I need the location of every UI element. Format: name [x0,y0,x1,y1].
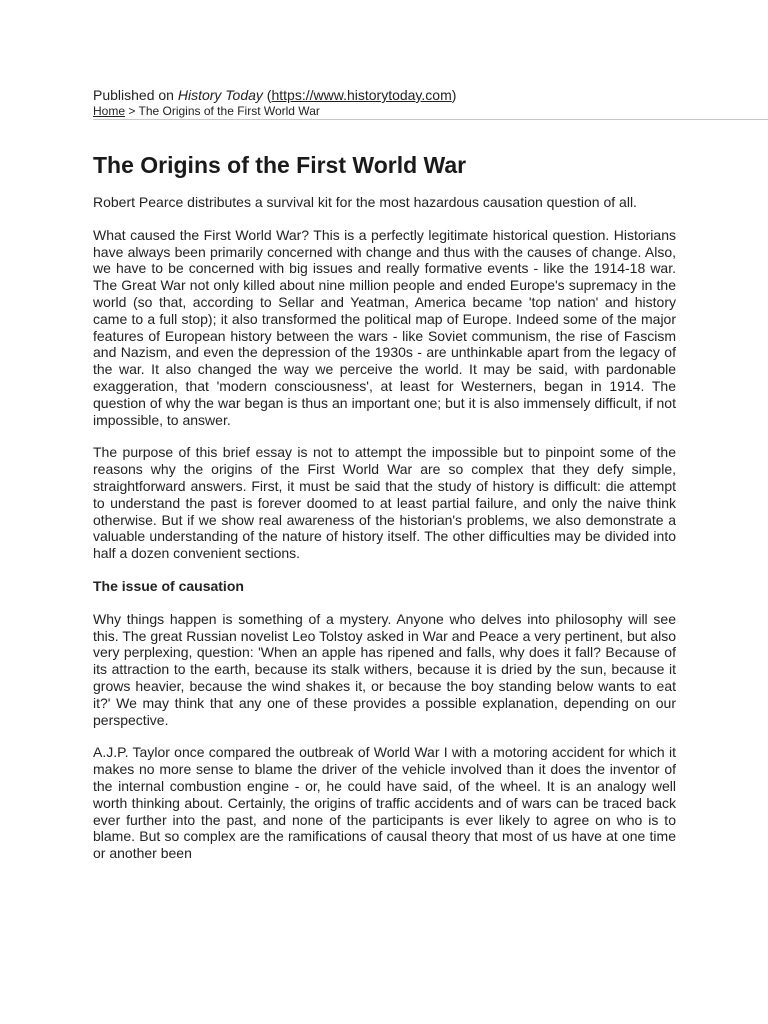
article-standfirst: Robert Pearce distributes a survival kit for the most hazardous causation question of all. [93,194,637,210]
site-url-close: ) [451,87,457,103]
section-paragraph: A.J.P. Taylor once compared the outbreak of World War I with a motoring accident for which it makes no more sense to blame the driver of the vehicle involved than it does the inventor of the internal combustion engine - or, he could have said, of the wheel. It is an analogy well worth thinking about. Certainly, the origins of traffic accidents and of wars can be traced back ever further into the past, and none of the participants is ever likely to agree on who is to blame. But so complex are the ramifications of causal theory that most of us have at one time or another been [93,744,676,862]
article-body [93,194,676,878]
published-prefix: Published on [93,87,178,103]
section-paragraph: Why things happen is something of a mystery. Anyone who delves into philosophy will see this. The great Russian novelist Leo Tolstoy asked in War and Peace a very pertinent, but also very perplexing, question: 'When an apple has ripened and falls, why does it fall? Because of its attraction to the earth, because its stalk withers, because it is dried by the sun, because it grows heavier, because the wind shakes it, or because the boy standing below wants to eat it?' We may think that any one of these provides a possible explanation, depending on our perspective. [93,610,676,728]
article-title: The Origins of the First World War [93,152,467,178]
site-url-open: ( [262,87,272,103]
breadcrumb-current: The Origins of the First World War [138,104,320,118]
article-paragraph: The purpose of this brief essay is not to attempt the impossible but to pinpoint some of the reasons why the origins of the First World War are so complex that they defy simple, straightforward answers. First, it must be said that the study of history is difficult: die attempt to understand the past is forever doomed to at least partial failure, and only the naive think otherwise. But if we show real awareness of the historian's problems, we also demonstrate a valuable understanding of the nature of history itself. The other difficulties may be divided into half a dozen convenient sections. [93,444,676,562]
breadcrumb-separator: > [125,104,139,118]
section-heading: The issue of causation [93,577,244,594]
breadcrumb-home-link[interactable]: Home [93,104,126,118]
article-paragraph: What caused the First World War? This is a perfectly legitimate historical question. Historians have always been primarily concerned with change and thus with the causes of change. Also, we have to be concerned with big issues and really formative events - like the 1914-18 war. The Great War not only killed about nine million people and ended Europe's supremacy in the world (so that, according to Sellar and Yeatman, America became 'top nation' and history came to a full stop); it also transformed the political map of Europe. Indeed some of the major features of European history between the wars - like Soviet communism, the rise of Fascism and Nazism, and even the depression of the 1930s - are unthinkable apart from the legacy of the war. It also changed the way we perceive the world. It may be said, with pardonable exaggeration, that 'modern consciousness', at least for Westerners, began in 1914. The question of why the war began is thus an important one; but it is also immensely difficult, if not impossible, to answer. [93,226,676,428]
header-divider [93,119,768,120]
site-url-link[interactable]: https://www.historytoday.com [271,87,452,103]
published-line [93,87,456,104]
breadcrumb [93,104,320,118]
site-name: History Today [177,87,263,103]
